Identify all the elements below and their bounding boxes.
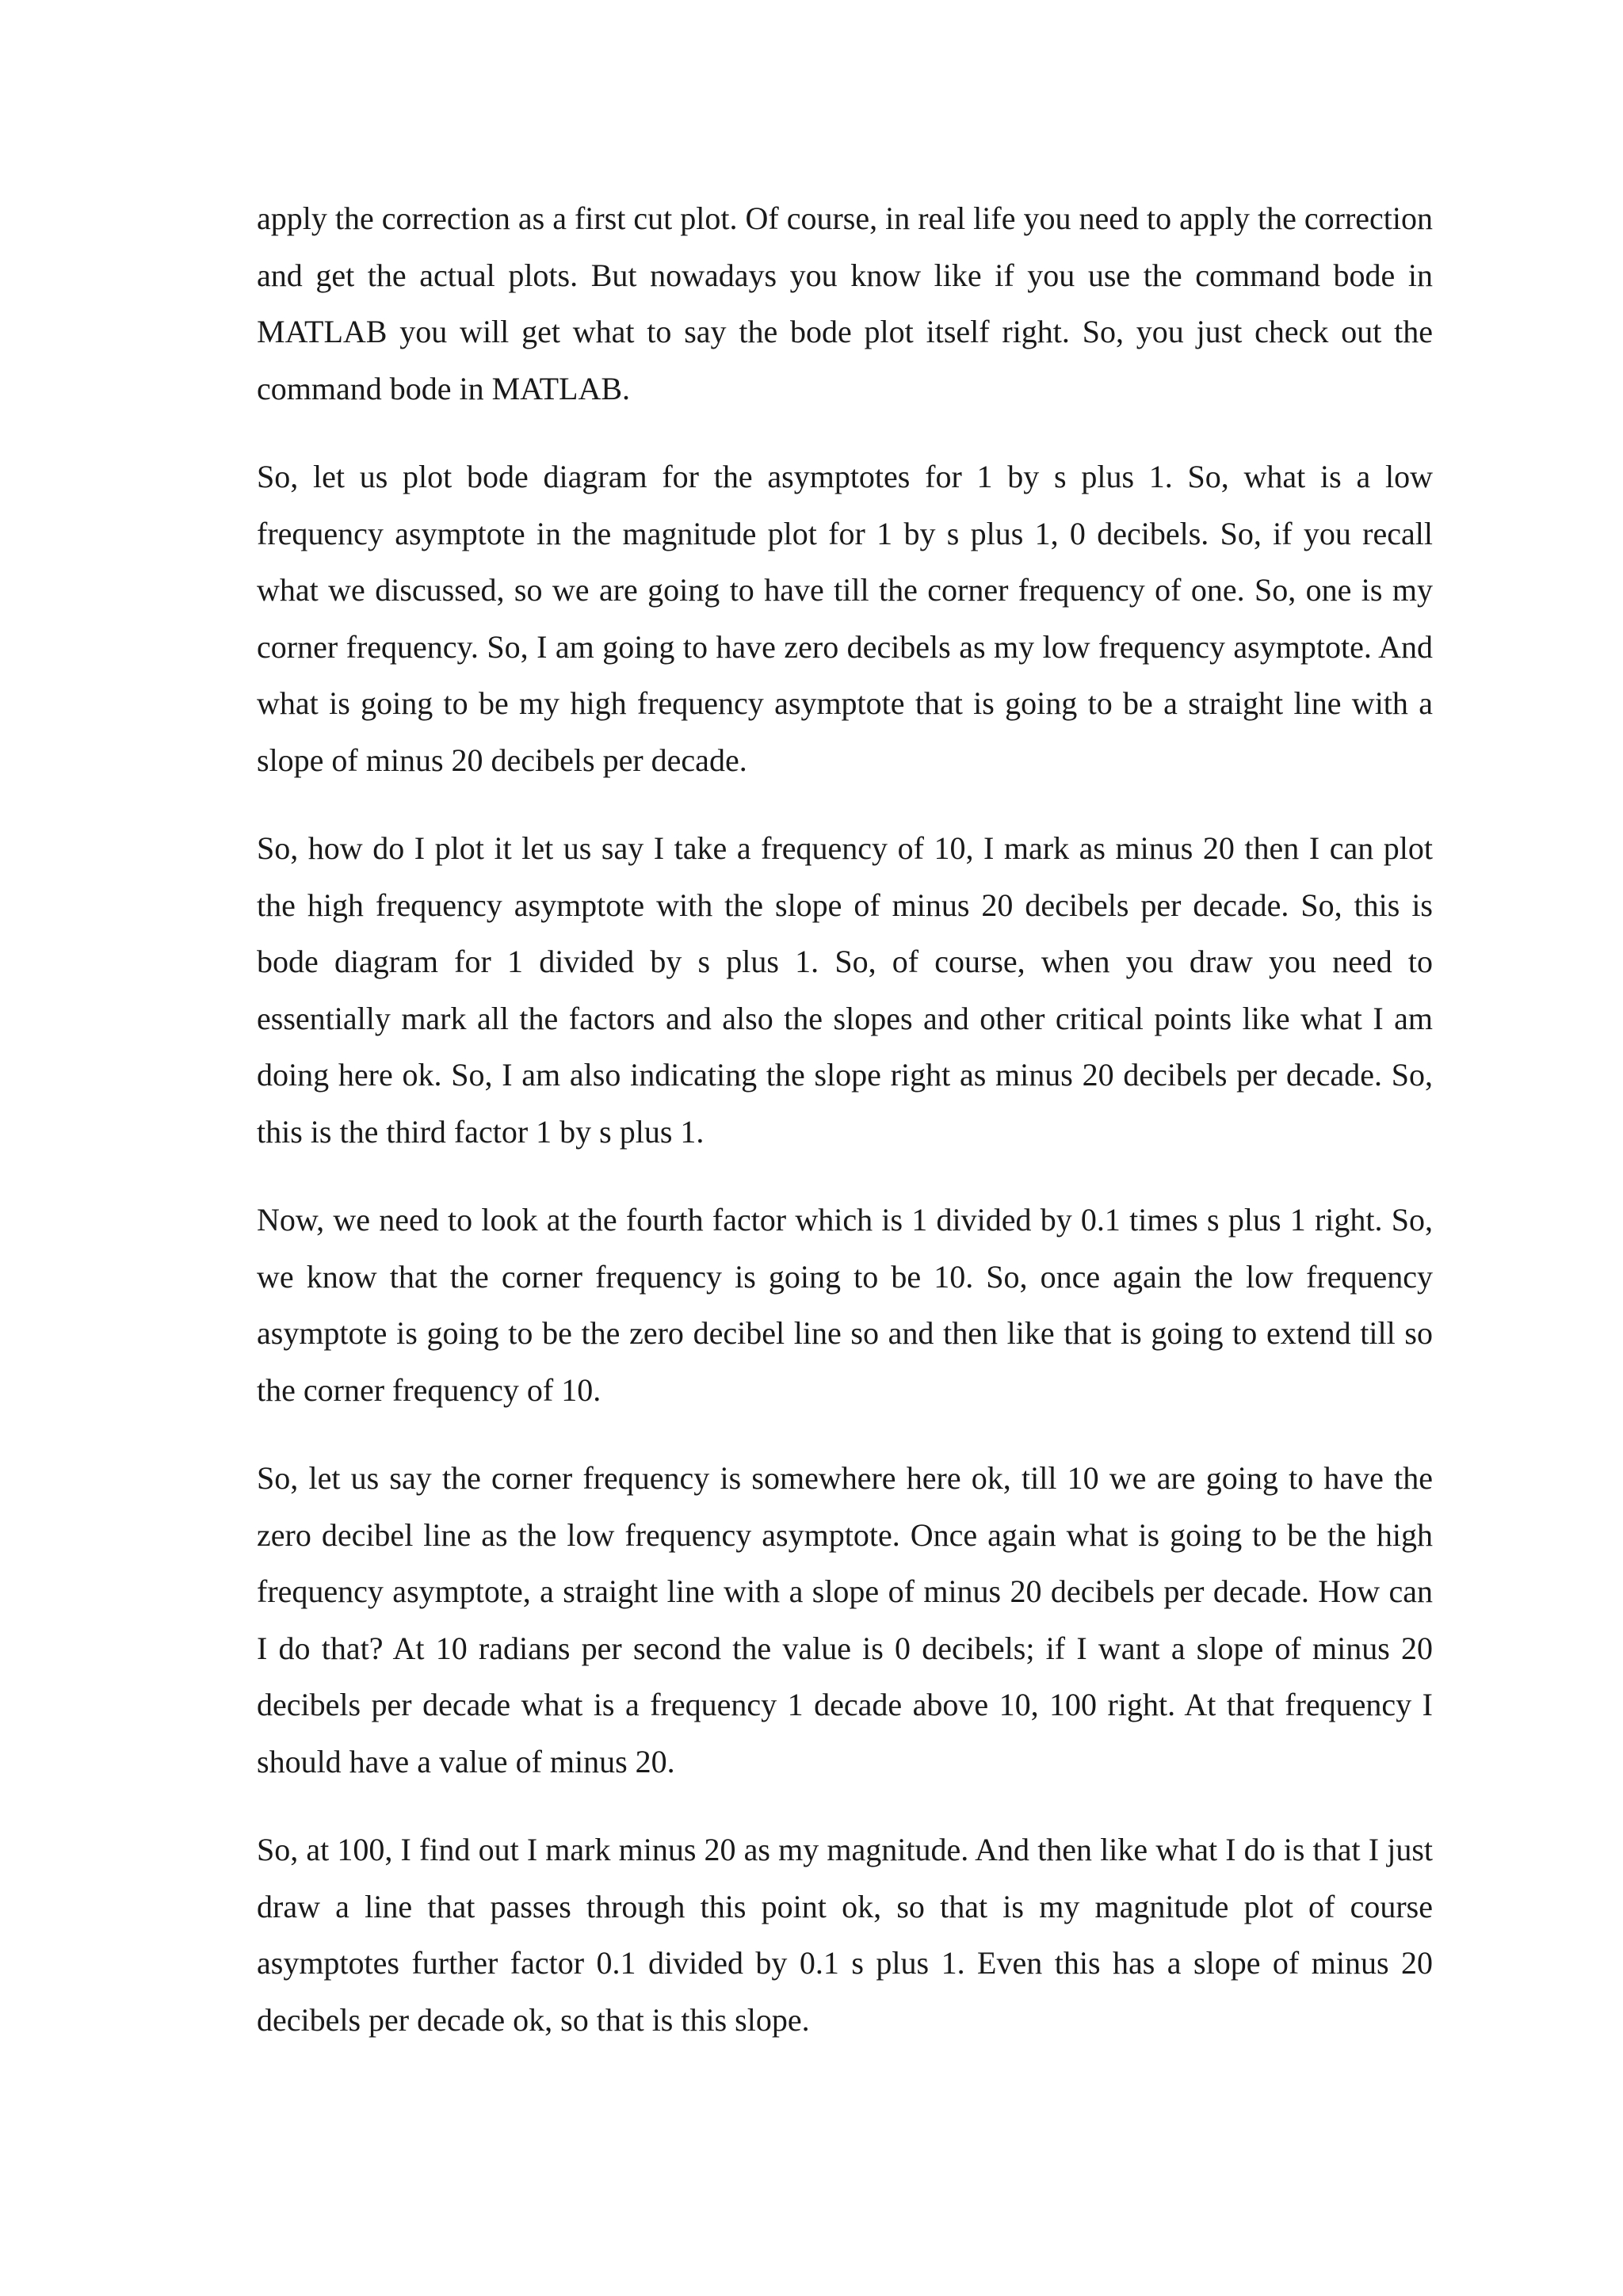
page-body bbox=[257, 190, 1433, 2080]
paragraph-6: So, at 100, I find out I mark minus 20 as my magnitude. And then like what I do is that I just draw a line that passes through this point ok, so that is my magnitude plot of course asymptotes further factor 0.1 divided by 0.1 s plus 1. Even this has a slope of minus 20 decibels per decade ok, so that is this slope. bbox=[257, 1832, 1433, 2038]
paragraph-1: apply the correction as a first cut plot. Of course, in real life you need to apply the correction and get the actual plots. But nowadays you know like if you use the command bode in MATLAB you will get what to say the bode plot itself right. So, you just check out the command bode in MATLAB. bbox=[257, 200, 1433, 406]
paragraph-4: Now, we need to look at the fourth factor which is 1 divided by 0.1 times s plus 1 right. So, we know that the corner frequency is going to be 10. So, once again the low frequency asymptote is going to be the zero decibel line so and then like that is going to extend till so the corner frequency of 10. bbox=[257, 1202, 1433, 1408]
paragraph-3: So, how do I plot it let us say I take a frequency of 10, I mark as minus 20 then I can plot the high frequency asymptote with the slope of minus 20 decibels per decade. So, this is bode diagram for 1 divided by s plus 1. So, of course, when you draw you need to essentially mark all the factors and also the slopes and other critical points like what I am doing here ok. So, I am also indicating the slope right as minus 20 decibels per decade. So, this is the third factor 1 by s plus 1. bbox=[257, 830, 1433, 1150]
paragraph-2: So, let us plot bode diagram for the asymptotes for 1 by s plus 1. So, what is a low frequency asymptote in the magnitude plot for 1 by s plus 1, 0 decibels. So, if you recall what we discussed, so we are going to have till the corner frequency of one. So, one is my corner frequency. So, I am going to have zero decibels as my low frequency asymptote. And what is going to be my high frequency asymptote that is going to be a straight line with a slope of minus 20 decibels per decade. bbox=[257, 459, 1433, 778]
paragraph-5: So, let us say the corner frequency is somewhere here ok, till 10 we are going to have the zero decibel line as the low frequency asymptote. Once again what is going to be the high frequency asymptote, a straight line with a slope of minus 20 decibels per decade. How can I do that? At 10 radians per second the value is 0 decibels; if I want a slope of minus 20 decibels per decade what is a frequency 1 decade above 10, 100 right. At that frequency I should have a value of minus 20. bbox=[257, 1460, 1433, 1779]
